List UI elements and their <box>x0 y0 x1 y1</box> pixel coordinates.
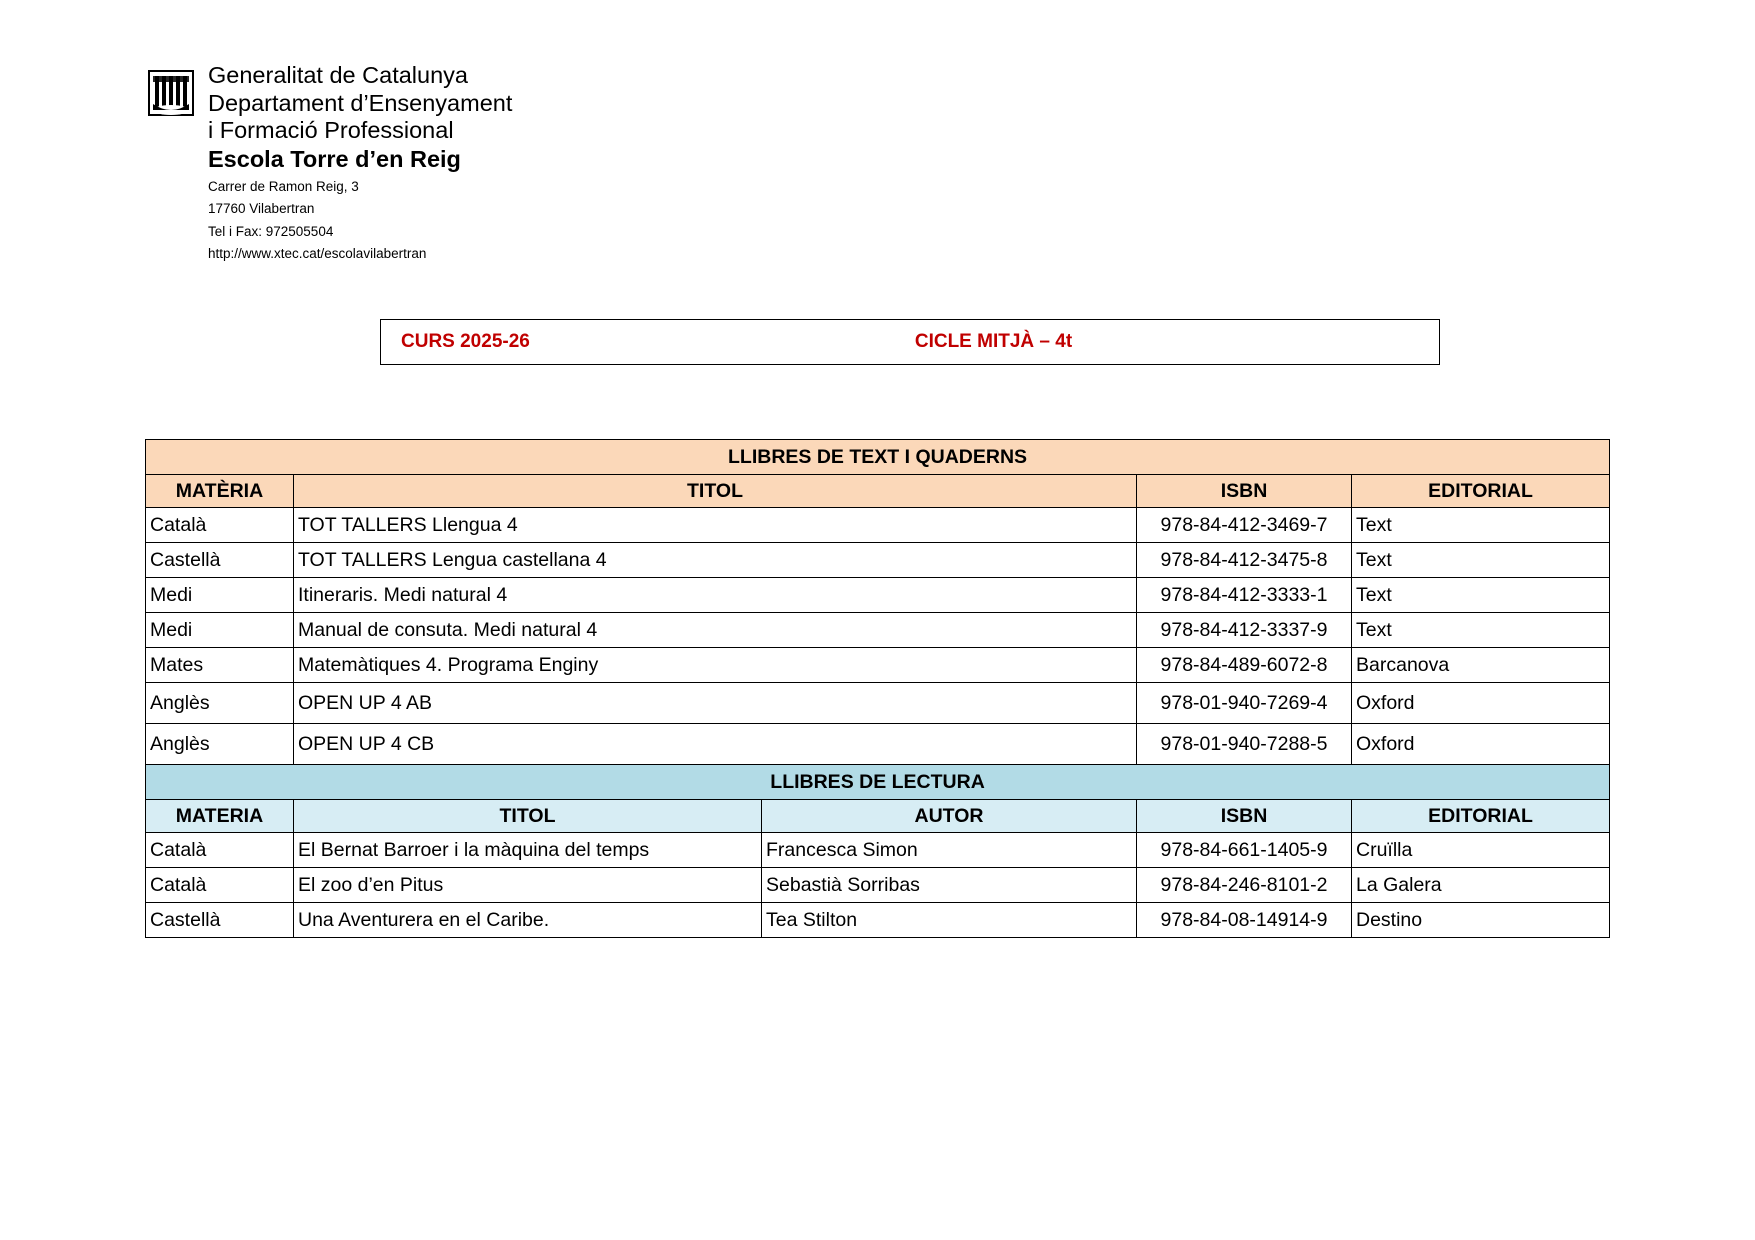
cell-titol: Matemàtiques 4. Programa Enginy <box>294 648 1137 683</box>
th-titol: TITOL <box>294 800 762 833</box>
table-row <box>146 508 1610 543</box>
cell-autor: Francesca Simon <box>762 833 1137 868</box>
cell-titol: OPEN UP 4 AB <box>294 683 1137 724</box>
cell-materia: Mates <box>146 648 294 683</box>
cell-materia: Anglès <box>146 724 294 765</box>
table-row <box>146 543 1610 578</box>
school-name: Escola Torre d’en Reig <box>208 146 461 173</box>
cell-titol: Itineraris. Medi natural 4 <box>294 578 1137 613</box>
cell-isbn: 978-84-489-6072-8 <box>1137 648 1352 683</box>
cell-materia: Anglès <box>146 683 294 724</box>
address-line-1: Carrer de Ramon Reig, 3 <box>208 178 359 194</box>
cell-isbn: 978-84-412-3475-8 <box>1137 543 1352 578</box>
cell-editorial: Oxford <box>1352 683 1610 724</box>
readingbooks-section-title: LLIBRES DE LECTURA <box>146 765 1610 800</box>
cell-titol: TOT TALLERS Llengua 4 <box>294 508 1137 543</box>
cell-editorial: Text <box>1352 543 1610 578</box>
organization-block <box>208 62 512 263</box>
cycle-label: CICLE MITJÀ – 4t <box>914 331 1073 352</box>
cell-isbn: 978-01-940-7288-5 <box>1137 724 1352 765</box>
catalonia-coat-of-arms-icon <box>148 70 194 116</box>
cell-titol: Una Aventurera en el Caribe. <box>294 903 762 938</box>
th-editorial: EDITORIAL <box>1352 475 1610 508</box>
cell-isbn: 978-01-940-7269-4 <box>1137 683 1352 724</box>
cell-editorial: Barcanova <box>1352 648 1610 683</box>
readingbooks-column-header-row <box>146 800 1610 833</box>
cell-editorial: Text <box>1352 508 1610 543</box>
th-materia: MATÈRIA <box>146 475 294 508</box>
cell-isbn: 978-84-412-3333-1 <box>1137 578 1352 613</box>
cell-editorial: Destino <box>1352 903 1610 938</box>
table-row <box>146 683 1610 724</box>
course-label: CURS 2025-26 <box>401 331 530 352</box>
table-row <box>146 833 1610 868</box>
address-line-2: 17760 Vilabertran <box>208 201 315 217</box>
textbooks-column-header-row <box>146 475 1610 508</box>
cell-editorial: Oxford <box>1352 724 1610 765</box>
cell-isbn: 978-84-246-8101-2 <box>1137 868 1352 903</box>
cell-isbn: 978-84-412-3469-7 <box>1137 508 1352 543</box>
cell-titol: Manual de consuta. Medi natural 4 <box>294 613 1137 648</box>
cell-materia: Medi <box>146 613 294 648</box>
th-materia: MATERIA <box>146 800 294 833</box>
cell-materia: Català <box>146 508 294 543</box>
cell-editorial: Cruïlla <box>1352 833 1610 868</box>
th-autor: AUTOR <box>762 800 1137 833</box>
cell-titol: El Bernat Barroer i la màquina del temps <box>294 833 762 868</box>
cell-materia: Castellà <box>146 543 294 578</box>
org-line-2: Departament d’Ensenyament <box>208 89 513 116</box>
document-header <box>148 62 512 263</box>
table-row <box>146 613 1610 648</box>
cell-materia: Català <box>146 833 294 868</box>
table-row <box>146 578 1610 613</box>
course-banner <box>380 319 1440 365</box>
table-row <box>146 724 1610 765</box>
textbooks-section-header-row <box>146 440 1610 475</box>
books-table <box>145 439 1610 938</box>
textbooks-section-title: LLIBRES DE TEXT I QUADERNS <box>146 440 1610 475</box>
website-url: http://www.xtec.cat/escolavilabertran <box>208 245 427 261</box>
cell-isbn: 978-84-08-14914-9 <box>1137 903 1352 938</box>
th-isbn: ISBN <box>1137 475 1352 508</box>
th-titol: TITOL <box>294 475 1137 508</box>
address-line-3: Tel i Fax: 972505504 <box>208 223 334 239</box>
org-line-3: i Formació Professional <box>208 117 454 144</box>
cell-editorial: La Galera <box>1352 868 1610 903</box>
readingbooks-section-header-row <box>146 765 1610 800</box>
table-row <box>146 903 1610 938</box>
cell-isbn: 978-84-412-3337-9 <box>1137 613 1352 648</box>
cell-titol: El zoo d’en Pitus <box>294 868 762 903</box>
book-lists <box>145 439 1581 938</box>
th-editorial: EDITORIAL <box>1352 800 1610 833</box>
cell-materia: Català <box>146 868 294 903</box>
cell-titol: OPEN UP 4 CB <box>294 724 1137 765</box>
cell-autor: Sebastià Sorribas <box>762 868 1137 903</box>
th-isbn: ISBN <box>1137 800 1352 833</box>
cell-editorial: Text <box>1352 613 1610 648</box>
table-row <box>146 648 1610 683</box>
table-row <box>146 868 1610 903</box>
cell-materia: Medi <box>146 578 294 613</box>
cell-materia: Castellà <box>146 903 294 938</box>
cell-titol: TOT TALLERS Lengua castellana 4 <box>294 543 1137 578</box>
org-line-1: Generalitat de Catalunya <box>208 62 468 88</box>
cell-autor: Tea Stilton <box>762 903 1137 938</box>
cell-isbn: 978-84-661-1405-9 <box>1137 833 1352 868</box>
cell-editorial: Text <box>1352 578 1610 613</box>
